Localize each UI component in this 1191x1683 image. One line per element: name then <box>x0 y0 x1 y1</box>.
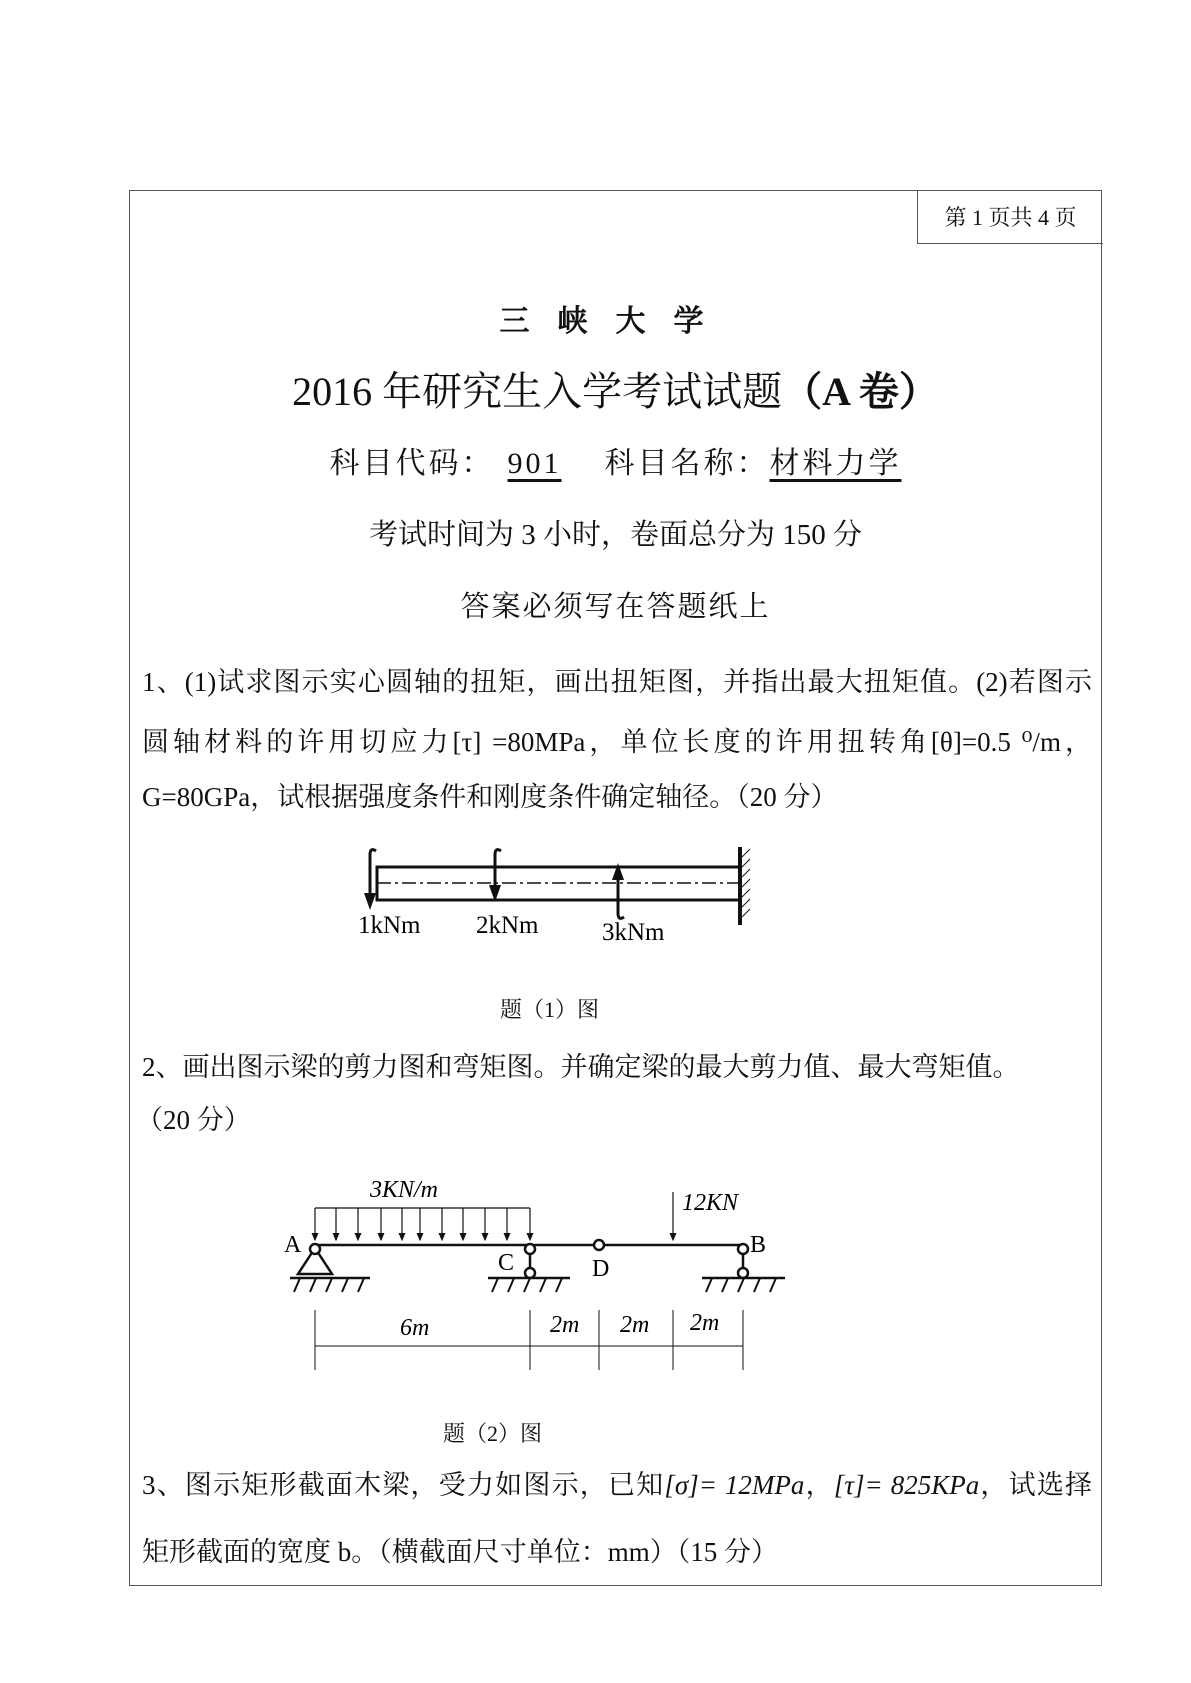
q3-separator: ， <box>804 1470 834 1500</box>
distributed-load <box>315 1208 530 1240</box>
q1-line3: G=80GPa，试根据强度条件和刚度条件确定轴径。（20 分） <box>142 782 838 812</box>
page-indicator <box>917 190 1103 244</box>
q3-suffix: ，试选择 <box>979 1470 1093 1500</box>
dimension-lines <box>315 1310 743 1370</box>
page-indicator-text: 第 1 页共 4 页 <box>944 205 1077 230</box>
q3-line1 <box>142 1463 1092 1502</box>
point-d-label: D <box>592 1256 610 1282</box>
point-load-label: 12KN <box>682 1190 739 1216</box>
exam-title <box>129 360 1102 417</box>
hinge-d <box>594 1240 604 1250</box>
title-main: 2016 年研究生入学考试试题 <box>292 369 783 414</box>
subject-name-label: 科目名称： <box>604 447 770 480</box>
q1-line2: 圆轴材料的许用切应力[τ] =80MPa，单位长度的许用扭转角[θ]=0.5 ⁰/m， <box>142 727 1092 757</box>
support-a <box>290 1244 370 1292</box>
torque-2-icon <box>489 850 501 902</box>
torque-1-label: 1kNm <box>358 912 421 939</box>
subject-code-label: 科目代码： <box>329 447 495 480</box>
torque-1-icon <box>364 850 376 910</box>
q3-tau: [τ] <box>833 1470 865 1500</box>
torque-3-label: 3kNm <box>602 919 665 946</box>
dim-d-load-label: 2m <box>620 1312 650 1338</box>
subject-line <box>129 438 1102 482</box>
q3-sigma-value: = 12MPa <box>698 1470 805 1500</box>
dim-cd-label: 2m <box>550 1312 580 1338</box>
subject-code: 901 <box>507 447 562 480</box>
exam-info: 考试时间为 3 小时，卷面总分为 150 分 <box>368 519 862 551</box>
point-a-label: A <box>284 1232 302 1258</box>
dim-ac-label: 6m <box>400 1315 430 1341</box>
q2-line1: 2、画出图示梁的剪力图和弯矩图。并确定梁的最大剪力值、最大弯矩值。 <box>142 1052 1020 1082</box>
point-b-label: B <box>750 1232 767 1258</box>
q3-prefix: 3、图示矩形截面木梁，受力如图示，已知 <box>142 1470 665 1500</box>
point-c-label: C <box>498 1250 515 1276</box>
university-name: 三峡大学 <box>499 304 732 339</box>
support-b <box>702 1244 785 1292</box>
figure-1-caption: 题（1）图 <box>500 997 600 1022</box>
torque-2-label: 2kNm <box>476 912 539 939</box>
q2-line2: （20 分） <box>136 1105 251 1135</box>
dim-load-b-label: 2m <box>690 1310 720 1336</box>
figure-2-caption: 题（2）图 <box>443 1421 543 1446</box>
q3-tau-value: = 825KPa <box>864 1470 980 1500</box>
title-paper: （A 卷） <box>782 369 939 414</box>
q3-sigma: [σ] <box>664 1470 699 1500</box>
q3-line2: 矩形截面的宽度 b。（横截面尺寸单位：mm）（15 分） <box>142 1537 779 1567</box>
torque-3-icon <box>612 863 624 918</box>
answer-notice: 答案必须写在答题纸上 <box>460 591 771 623</box>
figure-2-beam <box>270 1170 800 1380</box>
subject-name: 材料力学 <box>769 447 902 480</box>
figure-1-shaft <box>340 835 780 955</box>
q1-line1: 1、(1)试求图示实心圆轴的扭矩，画出扭矩图，并指出最大扭矩值。(2)若图示 <box>142 667 1092 697</box>
distributed-load-label: 3KN/m <box>370 1177 439 1203</box>
